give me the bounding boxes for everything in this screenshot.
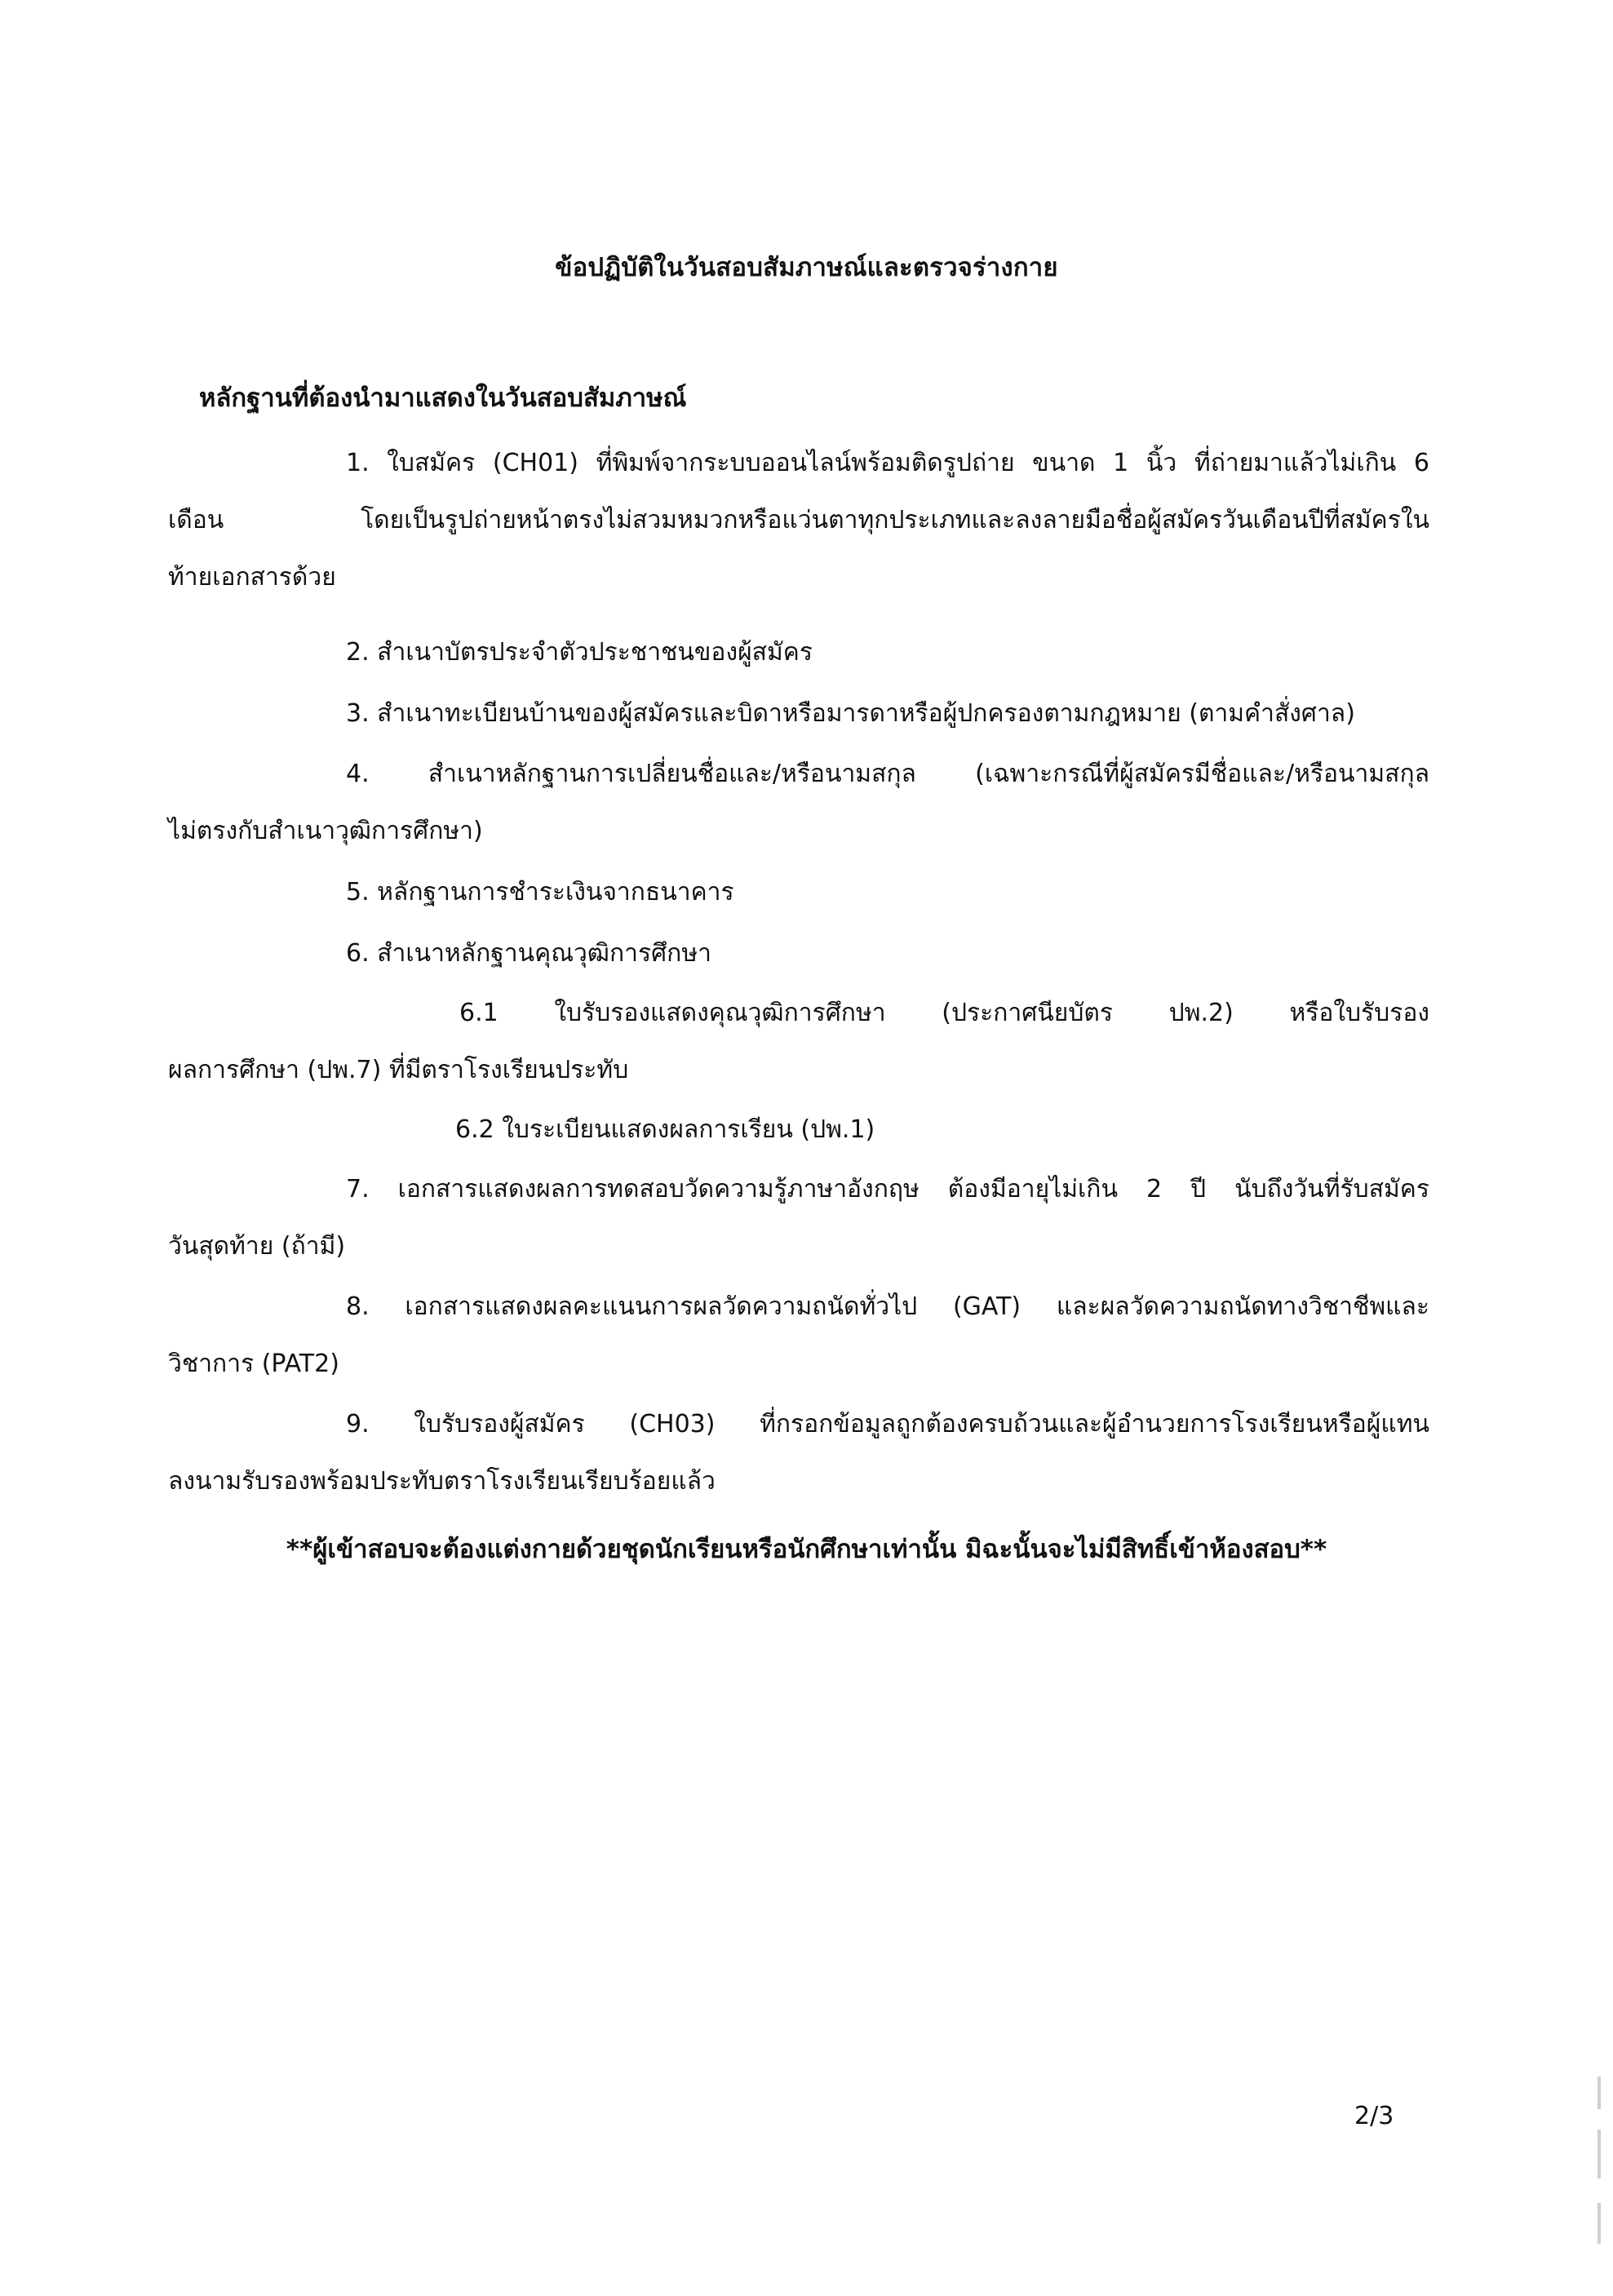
scan-edge-mark [1597,2203,1601,2244]
item-3: 3. สำเนาทะเบียนบ้านของผู้สมัครและบิดาหรือมารดาหรือผู้ปกครองตามกฎหมาย (ตามคำสั่งศาล) [346,699,1355,728]
item-7-line-1: 7. เอกสารแสดงผลการทดสอบวัดความรู้ภาษาอังกฤษ ต้องมีอายุไม่เกิน 2 ปี นับถึงวันที่รับสมัคร [346,1175,1429,1203]
item-9-line-1: 9. ใบรับรองผู้สมัคร (CH03) ที่กรอกข้อมูลถูกต้องครบถ้วนและผู้อำนวยการโรงเรียนหรือผู้แทน [346,1410,1429,1438]
item-4-line-1: 4. สำเนาหลักฐานการเปลี่ยนชื่อและ/หรือนามสกุล (เฉพาะกรณีที่ผู้สมัครมีชื่อและ/หรือนามสกุล [346,760,1429,788]
section-heading: หลักฐานที่ต้องนำมาแสดงในวันสอบสัมภาษณ์ [199,383,687,413]
scan-edge-mark [1597,2077,1601,2109]
scan-edge-mark [1597,2130,1601,2179]
item-6-1-line-1: 6.1 ใบรับรองแสดงคุณวุฒิการศึกษา (ประกาศนียบัตร ปพ.2) หรือใบรับรอง [459,999,1429,1027]
item-8-line-1: 8. เอกสารแสดงผลคะแนนการผลวัดความถนัดทั่วไป (GAT) และผลวัดความถนัดทางวิชาชีพและ [346,1292,1429,1321]
item-4-line-2: ไม่ตรงกับสำเนาวุฒิการศึกษา) [168,817,483,845]
item-9-line-2: ลงนามรับรองพร้อมประทับตราโรงเรียนเรียบร้อยแล้ว [168,1467,716,1496]
dress-code-note: **ผู้เข้าสอบจะต้องแต่งกายด้วยชุดนักเรียนหรือนักศึกษาเท่านั้น มิฉะนั้นจะไม่มีสิทธิ์เข้าห้องสอบ** [286,1535,1327,1564]
item-6-line-1: 6. สำเนาหลักฐานคุณวุฒิการศึกษา [346,939,711,968]
item-8-line-2: วิชาการ (PAT2) [168,1350,339,1378]
page-number: 2/3 [1354,2102,1394,2130]
document-title: ข้อปฏิบัติในวันสอบสัมภาษณ์และตรวจร่างกาย [555,253,1058,282]
item-6-2: 6.2 ใบระเบียนแสดงผลการเรียน (ปพ.1) [455,1115,875,1144]
item-6-1-line-2: ผลการศึกษา (ปพ.7) ที่มีตราโรงเรียนประทับ [168,1056,629,1084]
item-1-line-2: เดือน โดยเป็นรูปถ่ายหน้าตรงไม่สวมหมวกหรือแว่นตาทุกประเภทและลงลายมือชื่อผู้สมัครวันเดือนปีที่สมัครใน [168,506,1429,534]
item-5: 5. หลักฐานการชำระเงินจากธนาคาร [346,878,734,906]
item-1-line-3: ท้ายเอกสารด้วย [168,563,336,592]
item-7-line-2: วันสุดท้าย (ถ้ามี) [168,1232,346,1261]
item-2: 2. สำเนาบัตรประจำตัวประชาชนของผู้สมัคร [346,638,813,667]
item-1-line-1: 1. ใบสมัคร (CH01) ที่พิมพ์จากระบบออนไลน์พร้อมติดรูปถ่าย ขนาด 1 นิ้ว ที่ถ่ายมาแล้วไม่เกิน 6 [346,449,1429,477]
